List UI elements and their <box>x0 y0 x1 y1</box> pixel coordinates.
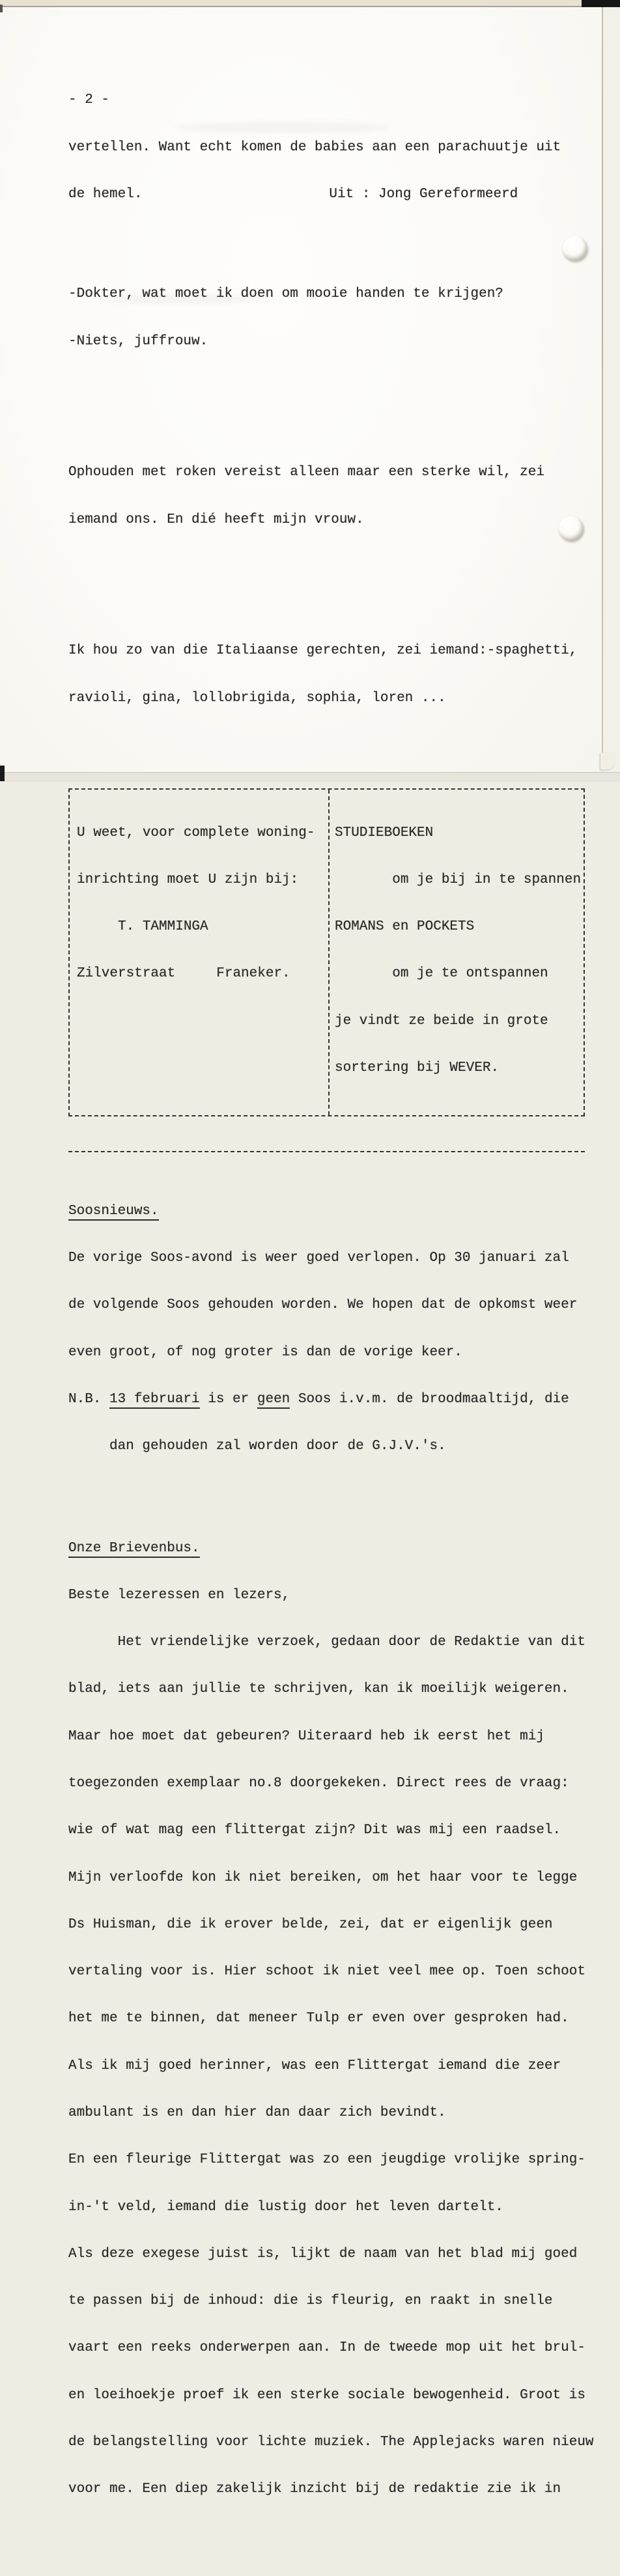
text-line: toegezonden exemplaar no.8 doorgekeken. Direct rees de vraag: <box>68 1776 569 1792</box>
text-line: Beste lezeressen en lezers, <box>68 1587 290 1603</box>
text-line: ambulant is en dan hier dan daar zich bevindt. <box>68 2105 446 2120</box>
text-line: sortering bij WEVER. <box>335 1060 500 1075</box>
advert-tamminga <box>70 790 330 1115</box>
text-line: te passen bij de inhoud: die is fleurig, en raakt in snelle <box>68 2293 553 2309</box>
page-number: - 2 - <box>68 92 110 108</box>
text-line: blad, iets aan jullie te schrijven, kan ik moeilijk weigeren. <box>68 1682 569 1697</box>
scan-corner-shadow <box>582 0 620 7</box>
punch-hole-top <box>563 236 587 261</box>
underlined-word: geen <box>257 1392 290 1409</box>
text-line: STUDIEBOEKEN <box>335 825 434 840</box>
text-line: voor me. Een diep zakelijk inzicht bij de redaktie zie ik in <box>68 2482 561 2497</box>
text-line: vertaling voor is. Hier schoot ik niet veel mee op. Toen schoot <box>68 1964 585 1980</box>
scan-top-edge <box>0 0 620 6</box>
text-fragment: Soos i.v.m. de broodmaaltijd, die <box>290 1391 569 1407</box>
scan-edge-mark <box>0 5 3 12</box>
text-line: Ik hou zo van die Italiaanse gerechten, zei iemand:-spaghetti, <box>68 643 578 659</box>
text-line: Maar hoe moet dat gebeuren? Uiteraard heb ik eerst het mij <box>68 1728 544 1744</box>
heading-text: Onze Brievenbus. <box>68 1541 200 1558</box>
section-heading-brievenbus <box>68 1541 602 1557</box>
text-line: inrichting moet U zijn bij: <box>77 872 299 887</box>
text-line: je vindt ze beide in grote <box>335 1013 548 1029</box>
text-line: T. TAMMINGA <box>77 919 208 935</box>
punch-hole-bottom <box>559 516 584 541</box>
heading-text: Soosnieuws. <box>68 1204 159 1221</box>
paper-fold <box>600 753 615 769</box>
text-line: ROMANS en POCKETS <box>335 919 475 935</box>
text-line: de volgende Soos gehouden worden. We hopen dat de opkomst weer <box>68 1297 578 1313</box>
joke-smoking <box>68 434 602 559</box>
text-line: het me te binnen, dat meneer Tulp er even over gesproken had. <box>68 2011 569 2027</box>
text-line: Mijn verloofde kon ik niet bereiken, om het haar voor te legge <box>68 1870 578 1885</box>
advert-wever <box>330 790 584 1115</box>
text-line: in-'t veld, iemand die lustig door het leven dartelt. <box>68 2199 503 2215</box>
text-fragment: de hemel. <box>68 186 143 202</box>
text-line: U weet, voor complete woning- <box>77 825 315 840</box>
text-line: En een fleurige Flittergat was zo een jeugdige vrolijke spring- <box>68 2152 585 2168</box>
source-attribution: Uit : Jong Gereformeerd <box>329 186 518 202</box>
text-line: -Niets, juffrouw. <box>68 333 208 349</box>
text-line: -Dokter, wat moet ik doen om mooie handen te krijgen? <box>68 286 503 302</box>
text-line: ravioli, gina, lollobrigida, sophia, loren ... <box>68 690 446 706</box>
joke-doctor <box>68 255 602 381</box>
joke-italian <box>68 612 602 738</box>
text-line: vaart een reeks onderwerpen aan. In de tweede mop uit het brul- <box>68 2340 585 2356</box>
text-line: Zilverstraat Franeker. <box>77 966 290 982</box>
text-line: De vorige Soos-avond is weer goed verlopen. Op 30 januari zal <box>68 1250 569 1266</box>
text-line: vertellen. Want echt komen de babies aan een parachuutje uit <box>68 139 561 155</box>
text-line: wie of wat mag een flittergat zijn? Dit was mij een raadsel. <box>68 1823 561 1838</box>
text-line: en loeihoekje proef ik een sterke sociale bewogenheid. Groot is <box>68 2387 585 2403</box>
underlined-date: 13 februari <box>109 1392 200 1409</box>
underlying-page <box>603 7 620 774</box>
text-line: iemand ons. En dié heeft mijn vrouw. <box>68 512 364 527</box>
text-line <box>68 187 602 202</box>
text-line: om je bij in te spannen <box>335 872 582 887</box>
scan-corner-shadow-bottom <box>0 766 5 781</box>
advert-box <box>68 788 585 1116</box>
typewritten-content <box>68 46 602 2576</box>
section-heading-soosnieuws <box>68 1204 602 1219</box>
text-line: Het vriendelijke verzoek, gedaan door de Redaktie van dit <box>68 1635 585 1650</box>
text-line: de belangstelling voor lichte muziek. The Applejacks waren nieuw <box>68 2434 594 2450</box>
text-line: Als deze exegese juist is, lijkt de naam van het blad mij goed <box>68 2246 578 2262</box>
text-line: Ophouden met roken vereist alleen maar een sterke wil, zei <box>68 465 544 480</box>
text-fragment: N.B. <box>68 1391 110 1407</box>
text-line: Als ik mij goed herinner, was een Flittergat iemand die zeer <box>68 2058 561 2073</box>
text-line: om je te ontspannen <box>335 966 548 982</box>
advert-box-underline <box>68 1151 585 1152</box>
text-line: even groot, of nog groter is dan de vorige keer. <box>68 1344 462 1360</box>
text-fragment: is er <box>199 1391 257 1407</box>
nb-line <box>68 1392 602 1407</box>
text-line: dan gehouden zal worden door de G.J.V.'s. <box>68 1439 446 1454</box>
text-line: Ds Huisman, die ik erover belde, zei, dat er eigenlijk geen <box>68 1917 553 1932</box>
page-top-edge-line <box>0 6 603 7</box>
section-brievenbus <box>68 1509 602 2528</box>
